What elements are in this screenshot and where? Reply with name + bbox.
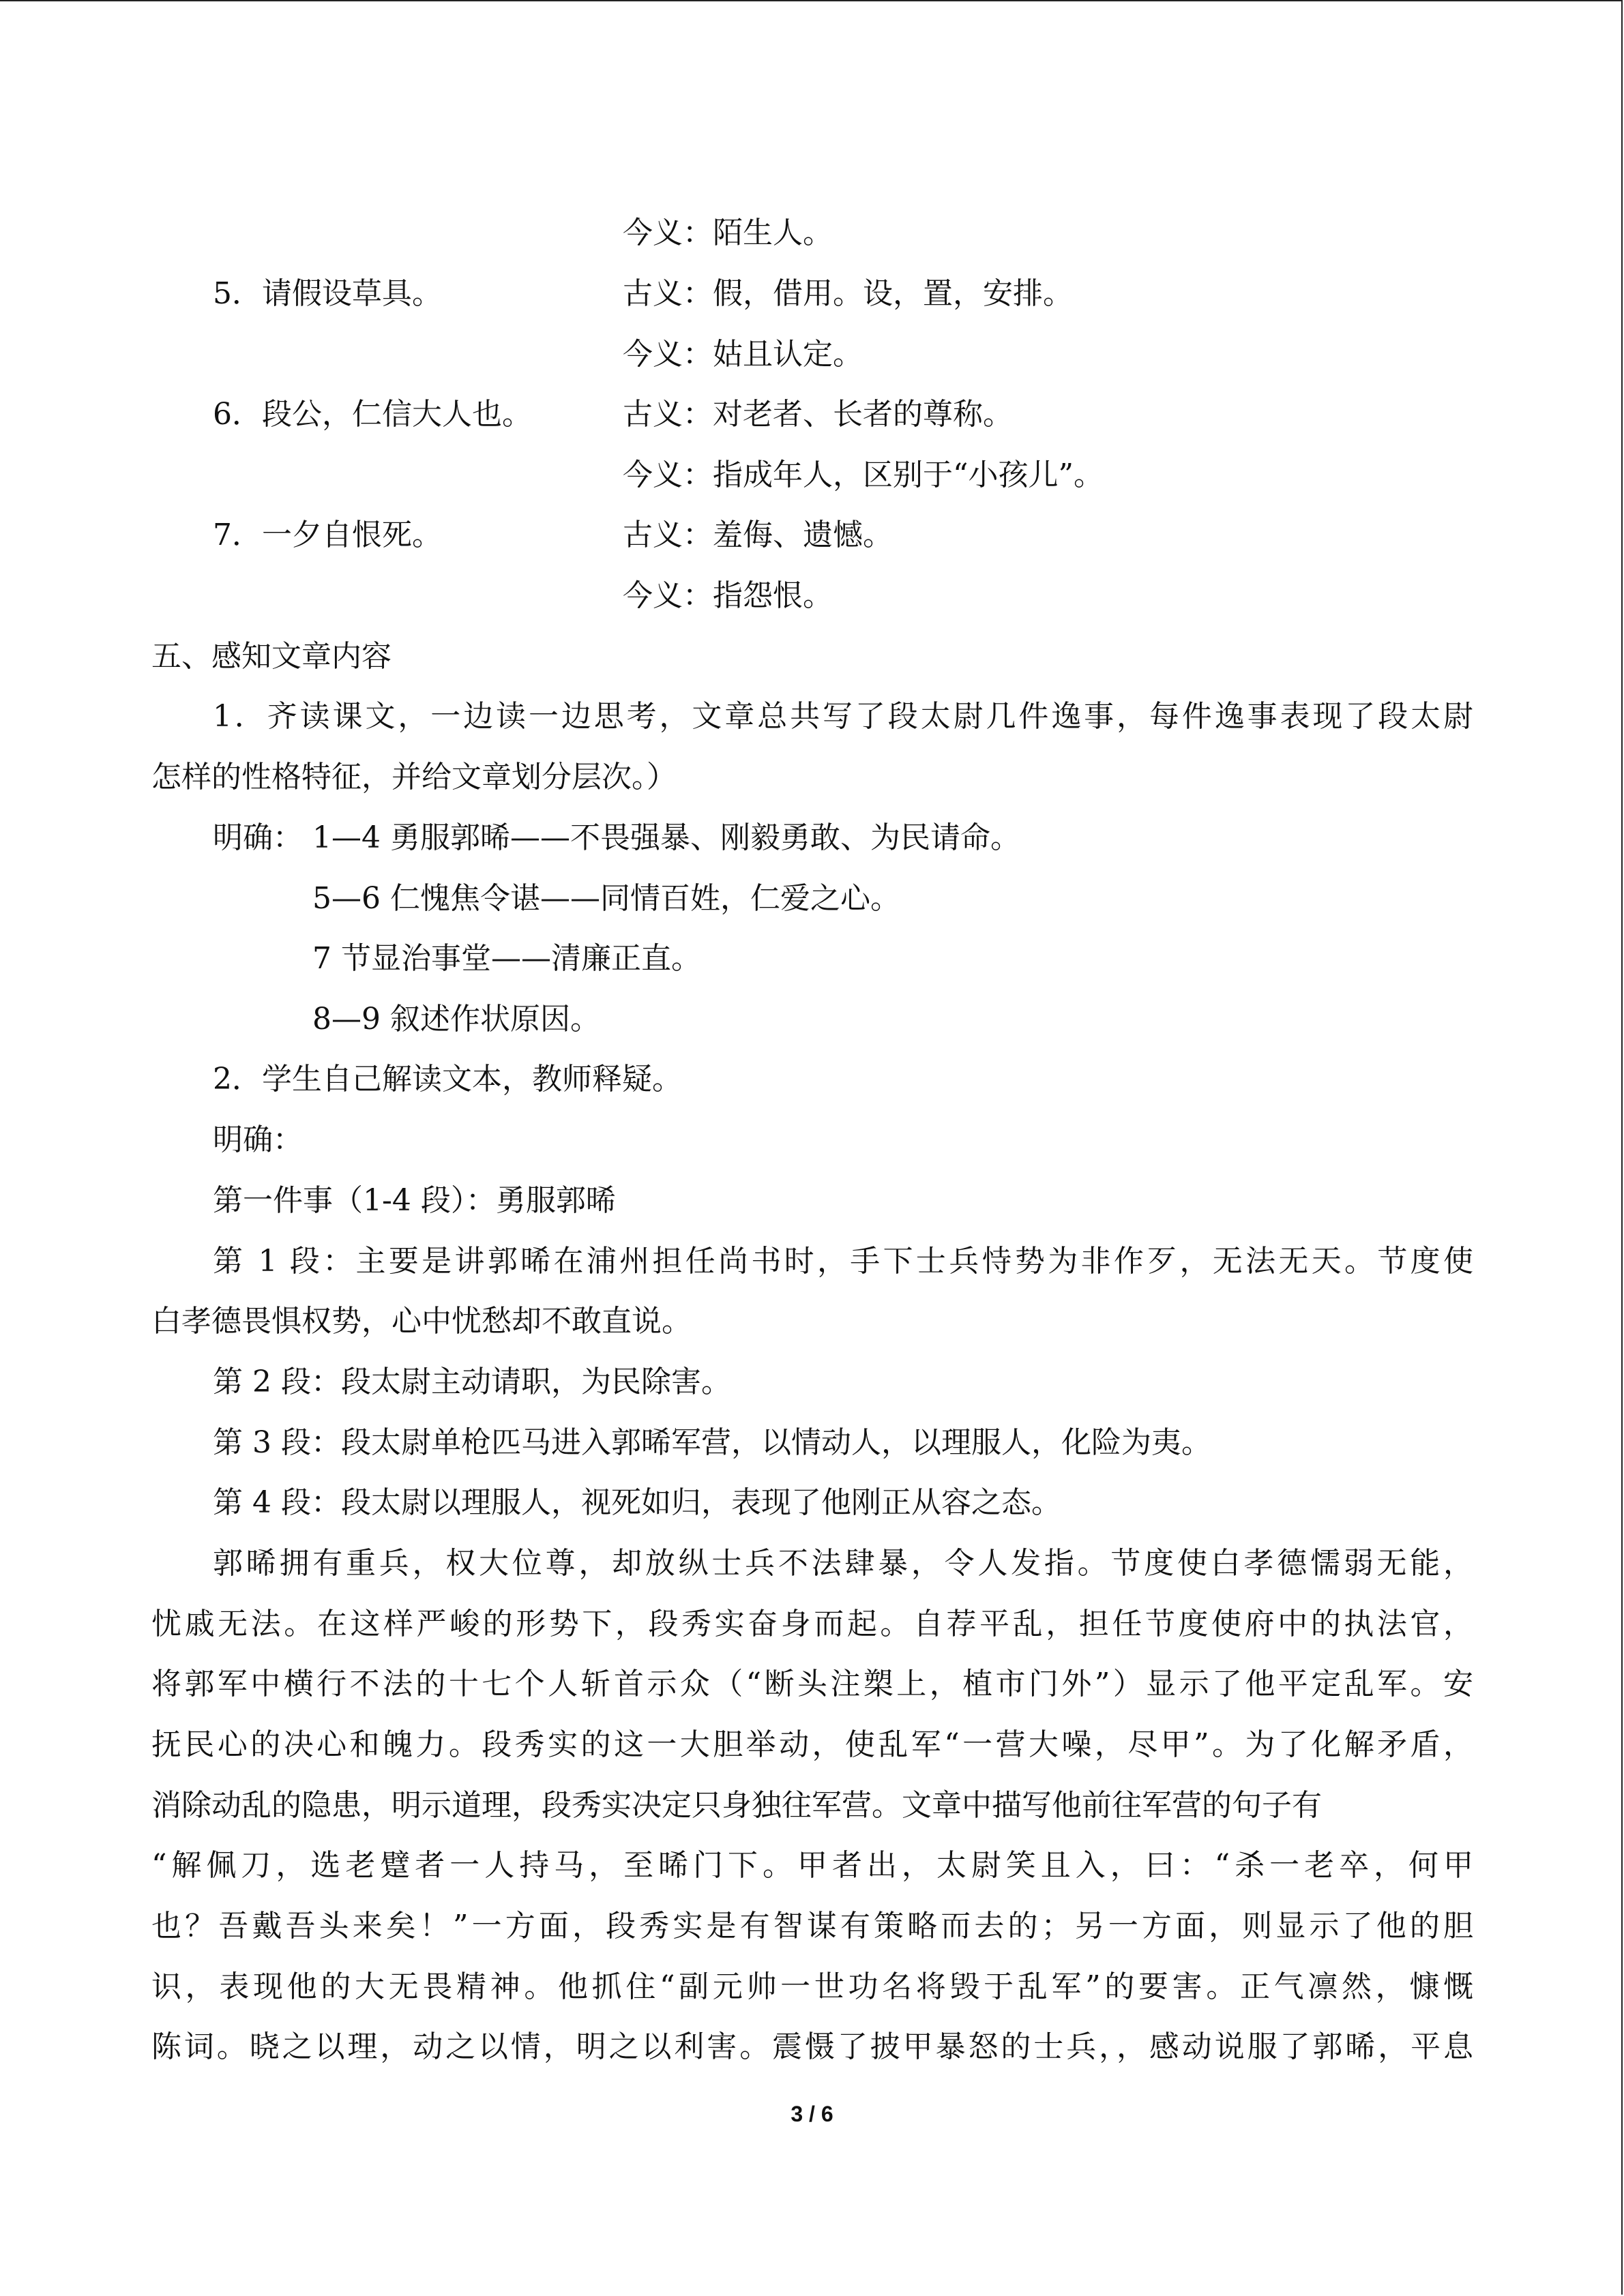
- analysis-line: 抚民心的决心和魄力。段秀实的这一大胆举动，使乱军“一营大噪，尽甲”。为了化解矛盾，: [151, 1727, 1473, 1762]
- event-1-title: 第一件事（1-4 段）：勇服郭晞: [213, 1183, 616, 1218]
- paragraph-4: 第 4 段：段太尉以理服人，视死如归，表现了他刚正从容之态。: [213, 1485, 1061, 1520]
- analysis-line: 消除动乱的隐患，明示道理，段秀实决定只身独往军营。文章中描写他前往军营的句子有: [151, 1788, 1322, 1823]
- answer-1-item: 1—4 勇服郭晞——不畏强暴、刚毅勇敢、为民请命。: [312, 820, 1020, 855]
- question-1-line-2: 怎样的性格特征，并给文章划分层次。）: [151, 760, 677, 794]
- vocab-7-ancient: 古义：羞侮、遗憾。: [623, 518, 893, 552]
- answer-2-label: 明确：: [213, 1122, 303, 1157]
- paragraph-1-line-1: 第 1 段：主要是讲郭晞在浦州担任尚书时，手下士兵恃势为非作歹，无法无天。节度使: [213, 1244, 1473, 1279]
- question-1-line-1: 1．齐读课文，一边读一边思考，文章总共写了段太尉几件逸事，每件逸事表现了段太尉: [213, 699, 1473, 734]
- answer-1-label: 明确：: [213, 820, 303, 855]
- paragraph-3: 第 3 段：段太尉单枪匹马进入郭晞军营，以情动人，以理服人，化险为夷。: [213, 1425, 1211, 1460]
- answer-1-item: 5—6 仁愧焦令谌——同情百姓，仁爱之心。: [312, 881, 900, 916]
- paragraph-2: 第 2 段：段太尉主动请职，为民除害。: [213, 1365, 731, 1399]
- analysis-line: 也？吾戴吾头来矣！”一方面，段秀实是有智谋有策略而去的；另一方面，则显示了他的胆: [151, 1909, 1473, 1943]
- question-2: 2．学生自己解读文本，教师释疑。: [213, 1062, 682, 1097]
- analysis-line: “解佩刀，选老躄者一人持马，至晞门下。甲者出，太尉笑且入，曰：“杀一老卒，何甲: [151, 1848, 1473, 1883]
- vocab-7-modern: 今义：指怨恨。: [623, 578, 833, 613]
- analysis-line: 将郭军中横行不法的十七个人斩首示众（“断头注槊上，植市门外”）显示了他平定乱军。安: [151, 1667, 1473, 1701]
- page-number: 3 / 6: [791, 2102, 833, 2126]
- vocab-5-modern: 今义：姑且认定。: [623, 337, 863, 372]
- vocab-5-ancient: 古义：假，借用。设，置，安排。: [623, 276, 1073, 311]
- analysis-line: 陈词。晓之以理，动之以情，明之以利害。震慑了披甲暴怒的士兵，，感动说服了郭晞，平息: [151, 2029, 1473, 2064]
- vocab-4-modern: 今义：陌生人。: [623, 215, 833, 250]
- analysis-line: 识，表现他的大无畏精神。他抓住“副元帅一世功名将毁于乱军”的要害。正气凛然，慷慨: [151, 1969, 1473, 2004]
- vocab-7-sentence: 7．一夕自恨死。: [213, 518, 442, 552]
- vocab-5-sentence: 5．请假设草具。: [213, 276, 442, 311]
- analysis-line: 忧戚无法。在这样严峻的形势下，段秀实奋身而起。自荐平乱，担任节度使府中的执法官，: [151, 1607, 1473, 1641]
- answer-1-item: 7 节显治事堂——清廉正直。: [312, 941, 701, 976]
- analysis-line: 郭晞拥有重兵，权大位尊，却放纵士兵不法肆暴，令人发指。节度使白孝德懦弱无能，: [213, 1546, 1473, 1581]
- vocab-6-modern: 今义：指成年人，区别于“小孩儿”。: [623, 458, 1104, 492]
- answer-1-item: 8—9 叙述作状原因。: [312, 1002, 600, 1037]
- vocab-6-ancient: 古义：对老者、长者的尊称。: [623, 397, 1013, 432]
- section-heading: 五、感知文章内容: [151, 639, 392, 674]
- vocab-6-sentence: 6．段公，仁信大人也。: [213, 397, 532, 432]
- paragraph-1-line-2: 白孝德畏惧权势，心中忧愁却不敢直说。: [151, 1304, 692, 1339]
